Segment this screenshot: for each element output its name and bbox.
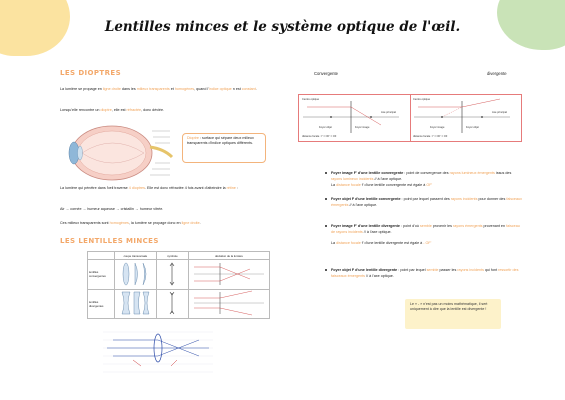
definition-box-dioptre: Dioptre : surface qui sépare deux milieux transparents d'indice optiques différents. bbox=[182, 133, 266, 163]
lens-table bbox=[87, 251, 270, 319]
handwritten-lens-sketch bbox=[103, 326, 213, 376]
caption-foyer-image: Foyer image bbox=[430, 126, 445, 129]
bullet-foyer-objet-convergente: Foyer objet F d'une lentille convergente : point par lequel passent des rayons incidents pour donner des faisceaux émergents // à l'axe optique. bbox=[331, 197, 523, 209]
bullet-foyer-image-divergente: Foyer image F' d'une lentille divergente : point d'où semble provenir les rayons émergents provenant en faisceau de rayons incidents // à l'axe optique. La distance focale f' d'une lentille divergente est égale à - OF' bbox=[331, 224, 523, 246]
convergent-lens-shapes bbox=[114, 260, 156, 290]
bullet-dot bbox=[325, 269, 327, 271]
page-title: Lentilles minces et le système optique de l'œil. bbox=[104, 19, 461, 35]
caption-axe-principal: Axe principal bbox=[381, 111, 396, 114]
focal-diagram bbox=[298, 94, 522, 142]
note-box-minus-sign: Le « - » n'est pas un moins mathématique, il sert uniquement à dire que la lentille est divergente ! bbox=[405, 299, 501, 329]
table-header bbox=[88, 252, 115, 260]
bullet-dot bbox=[325, 198, 327, 200]
caption-axe-principal: Axe principal bbox=[492, 111, 507, 114]
paragraph-homogeneous: Ces milieux transparents sont homogènes, la lumière se propage donc en ligne droite. bbox=[60, 221, 201, 225]
row-label-divergentes: lentilles divergentes bbox=[88, 289, 115, 319]
table-header: déviation de la lumière bbox=[189, 252, 270, 260]
paragraph-eye-path: Air → cornée → humeur aqueuse → cristallin → humeur vitrée. bbox=[60, 207, 164, 211]
bullet-foyer-objet-divergente: Foyer objet F d'une lentille divergente : point par lequel semble passer les rayons incidents qui font ressortir des faisceaux émergents // à l'axe optique. bbox=[331, 268, 523, 280]
table-header: coupe transversale bbox=[114, 252, 156, 260]
caption-distance-focale: distance focale : f' = OF' = OF bbox=[413, 135, 448, 138]
table-row bbox=[88, 260, 270, 290]
bullet-foyer-image-convergente: Foyer image F' d'une lentille convergente : point de convergence des rayons lumineux émergents issus des rayons lumineux incidents // à l'axe optique. La distance focale f' d'une lentille convergente est égale à OF' bbox=[331, 171, 523, 188]
convergent-ray-diagram bbox=[189, 260, 270, 290]
label-divergente: divergente bbox=[487, 71, 507, 76]
caption-centre-optique: Centre optique bbox=[413, 98, 431, 101]
divergent-lens-shapes bbox=[114, 289, 156, 319]
label-convergente: Convergente bbox=[314, 71, 338, 76]
heading-lentilles-minces: LES LENTILLES MINCES bbox=[60, 237, 159, 245]
heading-dioptres: LES DIOPTRES bbox=[60, 69, 122, 77]
row-label-convergentes: lentilles convergentes bbox=[88, 260, 115, 290]
paragraph-refraction: Lorsqu'elle rencontre un dioptre, elle est réfractée, donc déviée. bbox=[60, 108, 165, 112]
divergent-ray-diagram bbox=[189, 289, 270, 319]
bullet-dot bbox=[325, 172, 327, 174]
paragraph-four-dioptres: La lumière qui pénètre dans l'œil traverse 4 dioptres. Elle est donc réfractée 4 fois avant d'atteindre la rétine : bbox=[60, 186, 238, 190]
caption-foyer-objet: Foyer objet bbox=[319, 126, 332, 129]
eye-anatomy-illustration bbox=[60, 123, 178, 183]
caption-distance-focale: distance focale : f' = OF' = OF bbox=[302, 135, 337, 138]
convergent-lens-symbol bbox=[156, 260, 188, 290]
convergent-focal-diagram bbox=[299, 95, 411, 141]
table-row bbox=[88, 289, 270, 319]
divergent-focal-diagram bbox=[410, 95, 521, 141]
table-header: symbole bbox=[156, 252, 188, 260]
caption-foyer-image: Foyer image bbox=[355, 126, 370, 129]
bullet-dot bbox=[325, 225, 327, 227]
caption-centre-optique: Centre optique bbox=[302, 98, 320, 101]
divergent-lens-symbol bbox=[156, 289, 188, 319]
caption-foyer-objet: Foyer objet bbox=[466, 126, 479, 129]
paragraph-propagation: La lumière se propage en ligne droite dans les milieux transparents et homogènes, quand l'indice optique n est constant. bbox=[60, 87, 257, 91]
